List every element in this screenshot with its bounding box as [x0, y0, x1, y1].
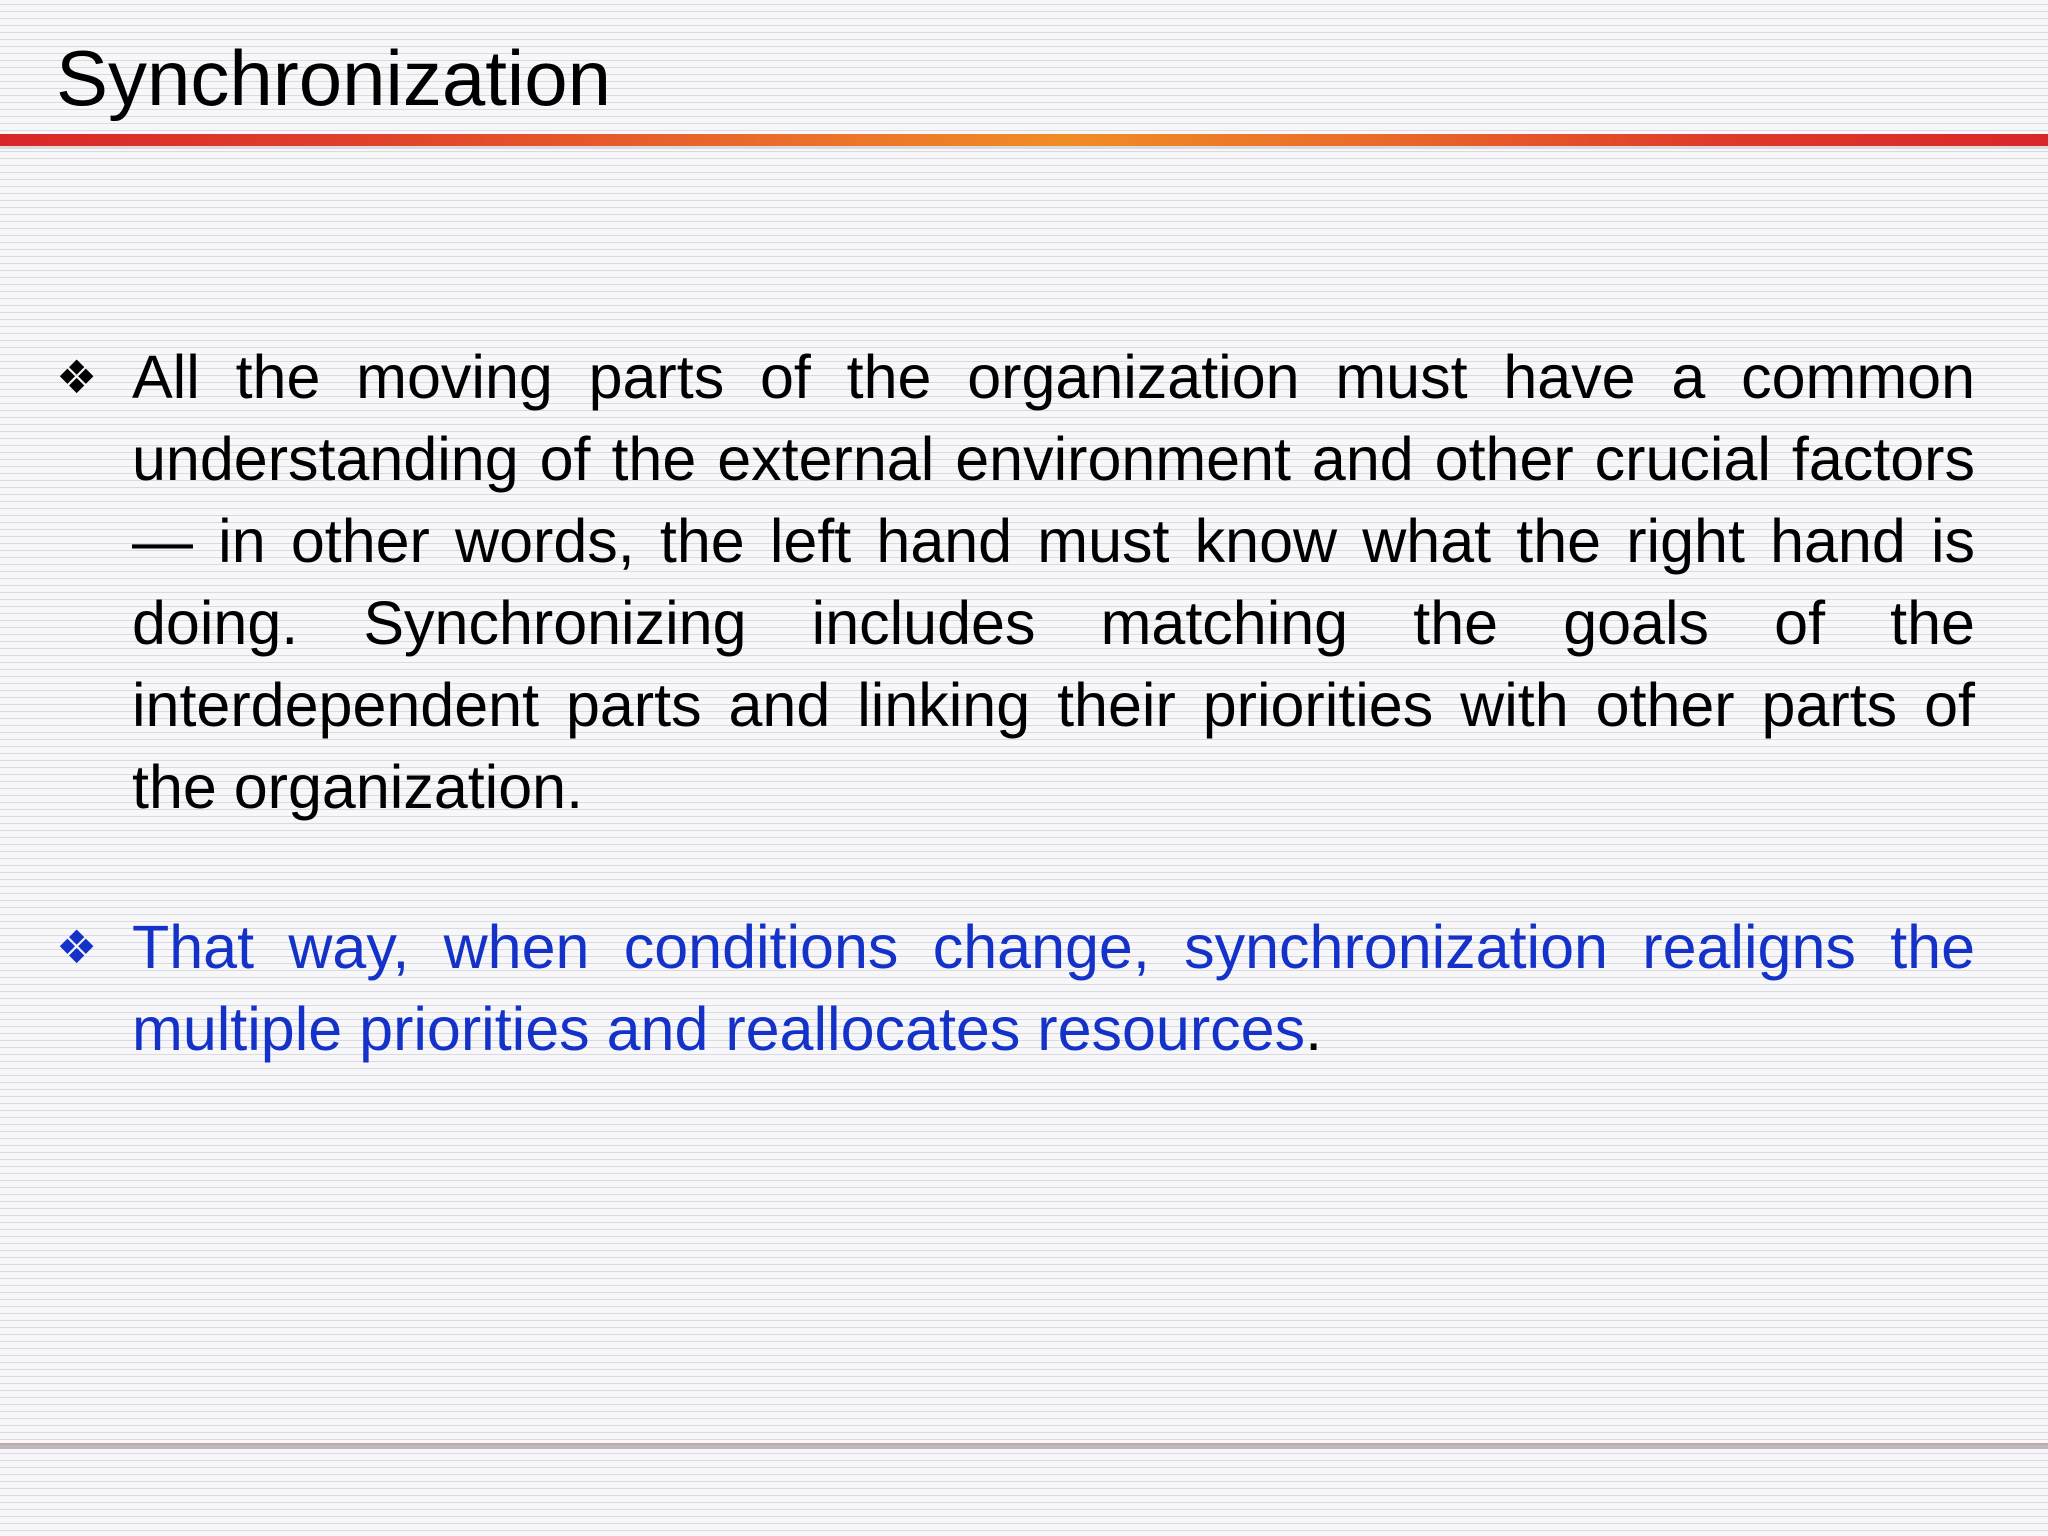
bullet-text: That way, when conditions change, synchronization realigns the multiple priorities and reallocates resources: [132, 913, 1975, 1063]
slide-title: Synchronization: [56, 34, 611, 122]
diamond-bullet-icon: ❖: [56, 350, 98, 404]
title-divider-shadow: [0, 146, 2048, 149]
bullet-list: [56, 336, 1975, 1070]
bullet-text: All the moving parts of the organization must have a common understanding of the external environment and other crucial factors — in other words, the left hand must know what the right hand is doing. Synchronizing includes matching the goals of the interdependent parts and linking their priorities with other parts of the organization.: [132, 343, 1975, 821]
bullet-trailing-period: .: [1305, 995, 1323, 1063]
diamond-bullet-icon: ❖: [56, 920, 98, 974]
bullet-item: [56, 336, 1975, 828]
footer-divider: [0, 1443, 2048, 1449]
bullet-item: [56, 906, 1975, 1070]
title-divider: [0, 134, 2048, 146]
